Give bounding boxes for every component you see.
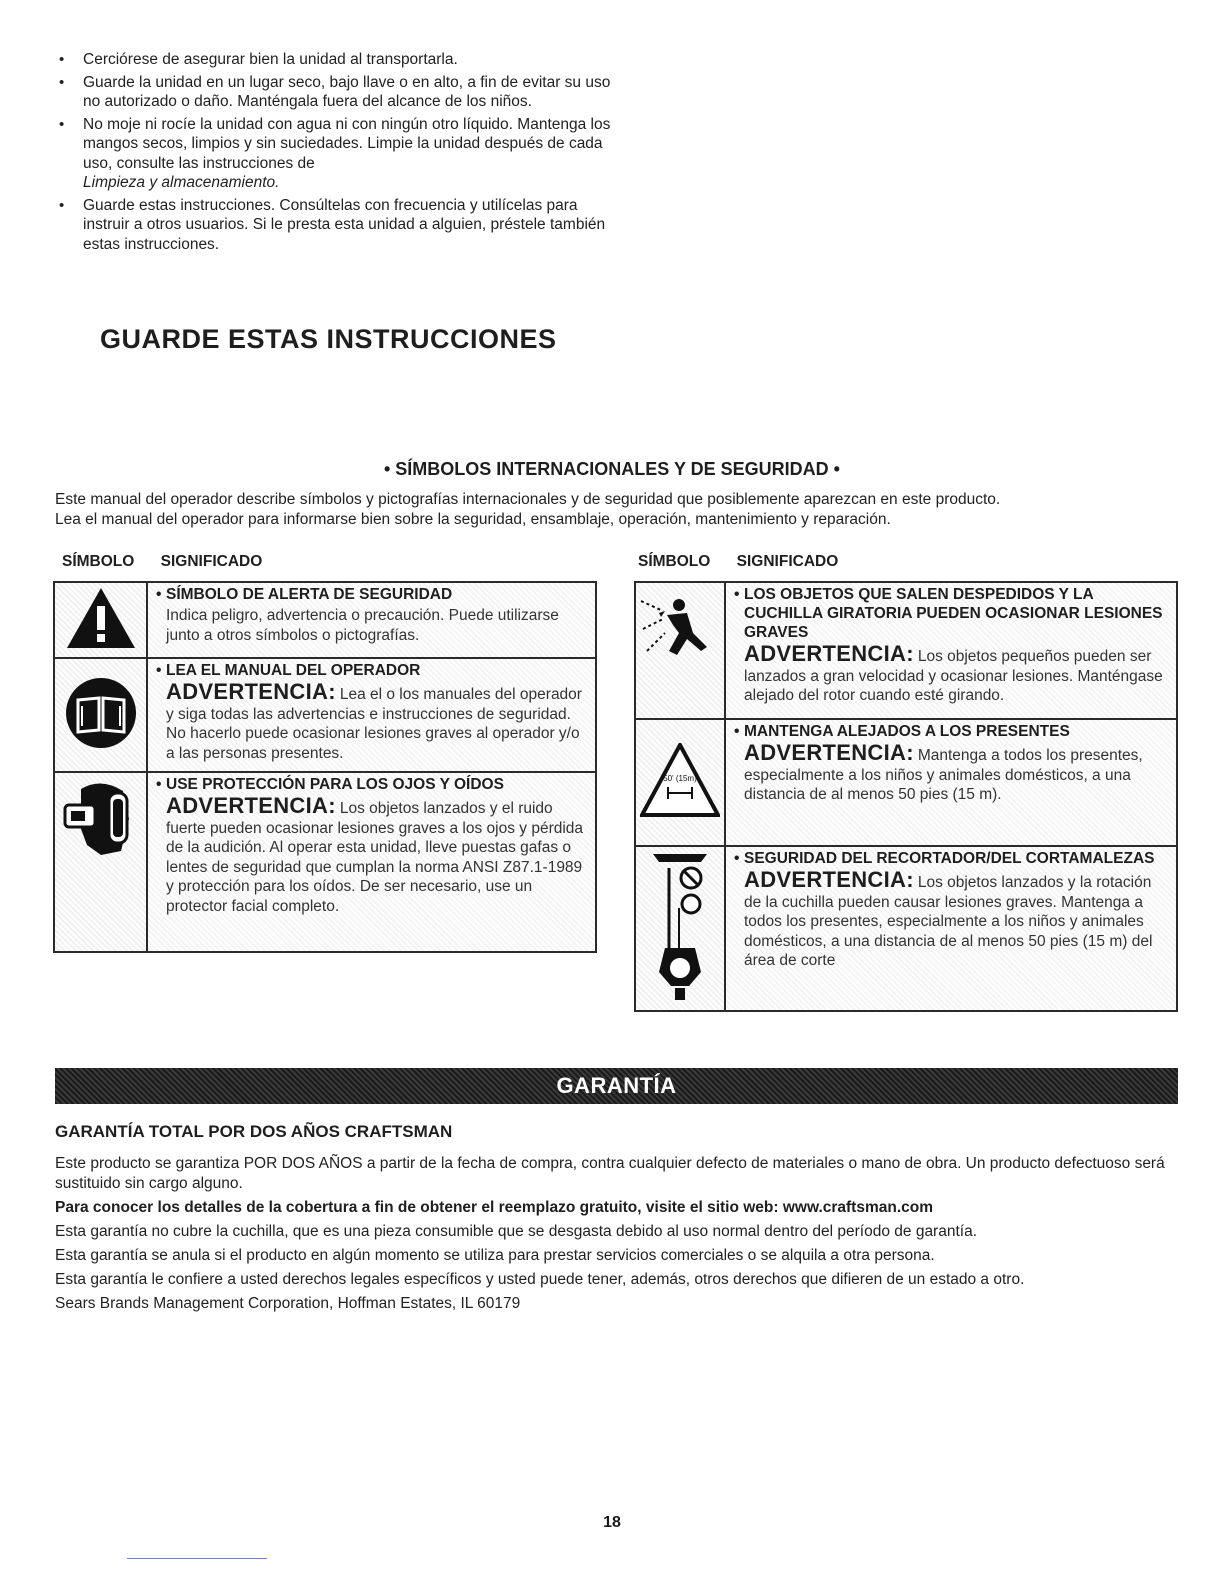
warranty-title: GARANTÍA TOTAL POR DOS AÑOS CRAFTSMAN <box>55 1122 453 1141</box>
list-item <box>55 115 615 193</box>
table-row <box>635 846 1177 1011</box>
distance-label: 50' (15m) <box>663 774 697 783</box>
warning-label: ADVERTENCIA: <box>744 740 914 765</box>
meaning-column-header: SIGNIFICADO <box>160 553 263 570</box>
symbol-column-header: SÍMBOLO <box>638 553 711 570</box>
list-item: • Cerciórese de asegurar bien la unidad al transportarla. <box>55 50 615 70</box>
intro-line: Este manual del operador describe símbolos y pictografías internacionales y de seguridad que posiblemente aparezcan en este producto. <box>55 491 1001 508</box>
table-row <box>54 658 596 772</box>
row-title: • SEGURIDAD DEL RECORTADOR/DEL CORTAMALEZAS <box>734 849 1170 868</box>
trimmer-safety-icon <box>645 991 715 1008</box>
left-symbol-table <box>53 581 597 953</box>
page-number: 18 <box>603 1514 621 1531</box>
safety-alert-triangle-icon <box>65 637 137 654</box>
warranty-paragraph: Esta garantía no cubre la cuchilla, que es una pieza consumible que se desgasta debido al uso normal dentro del período de garantía. <box>55 1223 978 1240</box>
row-body: ADVERTENCIA: Los objetos lanzados y el ruido fuerte pueden ocasionar lesiones graves a los ojos y pérdida de la audición. Al operar esta unidad, lleve puestas gafas o lentes de seguridad que cumplan la norma ANSI Z87.1-1989 y protección para los oídos. De ser necesario, use un protector facial completo. <box>166 793 584 915</box>
footer-rule <box>127 1558 267 1559</box>
warning-label: ADVERTENCIA: <box>166 793 336 818</box>
thrown-objects-icon <box>637 662 723 679</box>
symbol-column-header: SÍMBOLO <box>62 553 135 570</box>
intro-line: Lea el manual del operador para informarse bien sobre la seguridad, ensamblaje, operación, mantenimiento y reparación. <box>55 511 891 528</box>
symbols-section-title: • SÍMBOLOS INTERNACIONALES Y DE SEGURIDAD • <box>384 459 840 479</box>
warranty-banner: GARANTÍA <box>55 1068 1178 1104</box>
row-title: • USE PROTECCIÓN PARA LOS OJOS Y OÍDOS <box>156 775 589 794</box>
right-column-headers <box>638 553 838 571</box>
row-title: • LOS OBJETOS QUE SALEN DESPEDIDOS Y LA CUCHILLA GIRATORIA PUEDEN OCASIONAR LESIONES GRAVES <box>734 585 1170 642</box>
save-instructions-heading: GUARDE ESTAS INSTRUCCIONES <box>100 324 557 354</box>
warranty-paragraph-bold: Para conocer los detalles de la cobertura a fin de obtener el reemplazo gratuito, visite el sitio web: www.craftsman.com <box>55 1199 934 1216</box>
eye-ear-protection-icon <box>61 846 141 863</box>
warning-label: ADVERTENCIA: <box>166 679 336 704</box>
row-body: ADVERTENCIA: Los objetos pequeños pueden ser lanzados a gran velocidad y ocasionar lesiones. Manténgase alejado del rotor cuando esté girando. <box>744 641 1163 704</box>
table-row <box>635 582 1177 719</box>
table-row <box>635 719 1177 846</box>
keep-bystanders-away-icon <box>640 774 720 821</box>
row-title: • MANTENGA ALEJADOS A LOS PRESENTES <box>734 722 1170 741</box>
warranty-body <box>55 1154 1180 1318</box>
row-title: • LEA EL MANUAL DEL OPERADOR <box>156 661 589 680</box>
list-item: • Guarde estas instrucciones. Consúltelas con frecuencia y utilícelas para instruir a otros usuarios. Si le presta esta unidad a alguien, préstele también estas instrucciones. <box>55 196 615 255</box>
warning-label: ADVERTENCIA: <box>744 867 914 892</box>
warranty-paragraph: Sears Brands Management Corporation, Hoffman Estates, IL 60179 <box>55 1295 521 1312</box>
bullet-italic-reference: Limpieza y almacenamiento. <box>83 174 280 191</box>
meaning-column-header: SIGNIFICADO <box>736 553 839 570</box>
table-row <box>54 772 596 952</box>
read-manual-icon <box>64 737 138 754</box>
warning-label: ADVERTENCIA: <box>744 641 914 666</box>
right-symbol-table <box>634 581 1178 1012</box>
table-row <box>54 582 596 658</box>
symbols-intro <box>55 490 1185 530</box>
row-body: Indica peligro, advertencia o precaución. Puede utilizarse junto a otros símbolos o pictografías. <box>166 607 559 644</box>
warranty-paragraph: Este producto se garantiza POR DOS AÑOS a partir de la fecha de compra, contra cualquier defecto de materiales o mano de obra. Un producto defectuoso será sustituido sin cargo alguno. <box>55 1155 1165 1192</box>
list-item: • Guarde la unidad en un lugar seco, bajo llave o en alto, a fin de evitar su uso no autorizado o daño. Manténgala fuera del alcance de los niños. <box>55 73 615 112</box>
row-body: ADVERTENCIA: Mantenga a todos los presentes, especialmente a los niños y animales domésticos, a una distancia de al menos 50 pies (15 m). <box>744 740 1143 803</box>
storage-bullet-list <box>55 50 615 257</box>
row-body: ADVERTENCIA: Los objetos lanzados y la rotación de la cuchilla pueden causar lesiones graves. Mantenga a todos los presentes, especialmente a los niños y animales domésticos, a una distancia de al menos 50 pies (15 m) del área de corte <box>744 867 1153 969</box>
bullet-text: No moje ni rocíe la unidad con agua ni con ningún otro líquido. Mantenga los mangos secos, limpios y sin suciedades. Limpie la unidad después de cada uso, consulte las instrucciones de <box>83 115 611 172</box>
row-body: ADVERTENCIA: Lea el o los manuales del operador y siga todas las advertencias e instrucciones de seguridad. No hacerlo puede ocasionar lesiones graves al operador y/o a las personas presentes. <box>166 679 582 762</box>
row-title: • SÍMBOLO DE ALERTA DE SEGURIDAD <box>156 585 589 604</box>
left-column-headers <box>62 553 262 571</box>
warranty-paragraph: Esta garantía se anula si el producto en algún momento se utiliza para prestar servicios comerciales o se alquila a otra persona. <box>55 1247 935 1264</box>
warranty-paragraph: Esta garantía le confiere a usted derechos legales específicos y usted puede tener, además, otros derechos que difieren de un estado a otro. <box>55 1271 1025 1288</box>
